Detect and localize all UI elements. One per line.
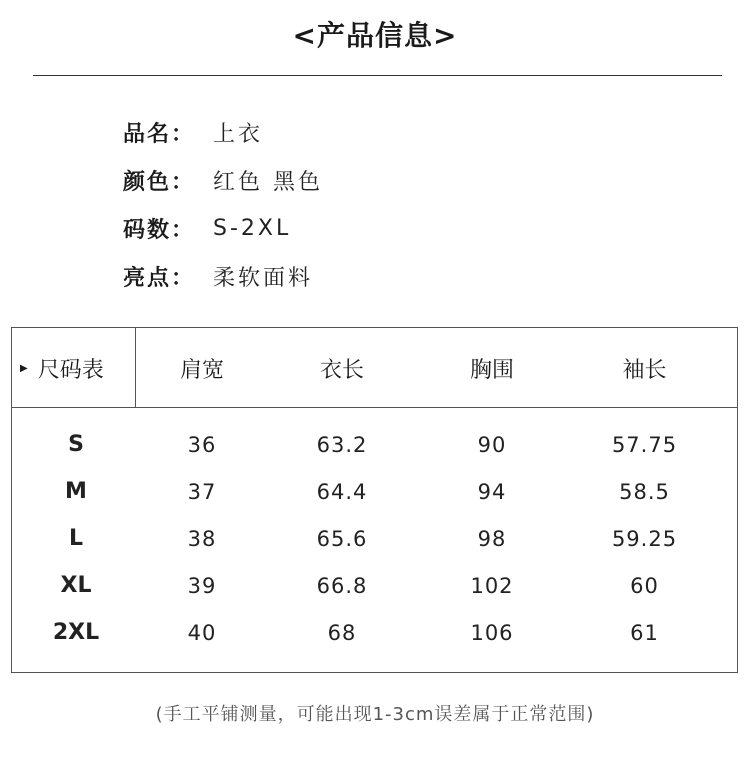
info-label: 亮点：	[123, 265, 196, 291]
table-cell: 59.25	[611, 526, 678, 551]
table-header	[12, 328, 737, 408]
info-row-highlight	[123, 252, 323, 300]
size-cell: M	[65, 479, 87, 504]
info-label: 码数：	[123, 217, 196, 243]
header-cell: 袖长	[622, 357, 667, 383]
table-cell: 61	[630, 620, 659, 645]
header-cell: 胸围	[469, 357, 514, 383]
table-cell: 68	[327, 620, 357, 645]
table-cell: 90	[477, 432, 507, 457]
size-table	[11, 327, 738, 673]
product-info	[123, 108, 323, 300]
table-cell: 58.5	[619, 479, 670, 504]
header-cell: 衣长	[319, 357, 364, 383]
table-cell: 63.2	[316, 432, 368, 457]
info-value: 上衣	[213, 121, 264, 147]
table-cell: 106	[470, 620, 514, 645]
table-cell: 37	[187, 479, 217, 504]
header-cell-size-chart	[12, 328, 136, 408]
table-cell: 60	[630, 573, 659, 598]
table-cell: 36	[187, 432, 217, 457]
info-value: 红色 黑色	[213, 169, 323, 195]
size-cell: S	[68, 432, 84, 457]
table-cell: 39	[187, 573, 217, 598]
info-value: 柔软面料	[213, 265, 314, 291]
table-cell: 38	[187, 526, 217, 551]
info-value: S-2XL	[213, 215, 292, 241]
info-row-size	[123, 204, 323, 252]
measurement-note: (手工平铺测量，可能出现1-3cm误差属于正常范围)	[155, 704, 595, 725]
info-label: 颜色：	[123, 169, 196, 195]
table-cell: 66.8	[316, 573, 368, 598]
table-cell: 65.6	[316, 526, 368, 551]
table-row	[12, 421, 737, 468]
table-cell: 102	[470, 573, 514, 598]
header-label: 尺码表	[37, 357, 104, 383]
header-cell: 肩宽	[179, 357, 224, 383]
triangle-icon: ▶	[20, 362, 28, 374]
size-cell: 2XL	[52, 620, 100, 645]
table-cell: 64.4	[316, 479, 368, 504]
info-label: 品名：	[123, 121, 196, 147]
page-title: <产品信息>	[292, 19, 458, 52]
title-divider	[33, 75, 722, 76]
size-cell: XL	[60, 573, 92, 598]
table-cell: 57.75	[611, 432, 678, 457]
table-row	[12, 609, 737, 656]
info-row-name	[123, 108, 323, 156]
table-row	[12, 468, 737, 515]
table-cell: 40	[187, 620, 217, 645]
table-cell: 98	[477, 526, 507, 551]
size-cell: L	[68, 526, 84, 551]
table-body	[12, 421, 737, 656]
info-row-color	[123, 156, 323, 204]
table-row	[12, 515, 737, 562]
table-row	[12, 562, 737, 609]
table-cell: 94	[477, 479, 507, 504]
